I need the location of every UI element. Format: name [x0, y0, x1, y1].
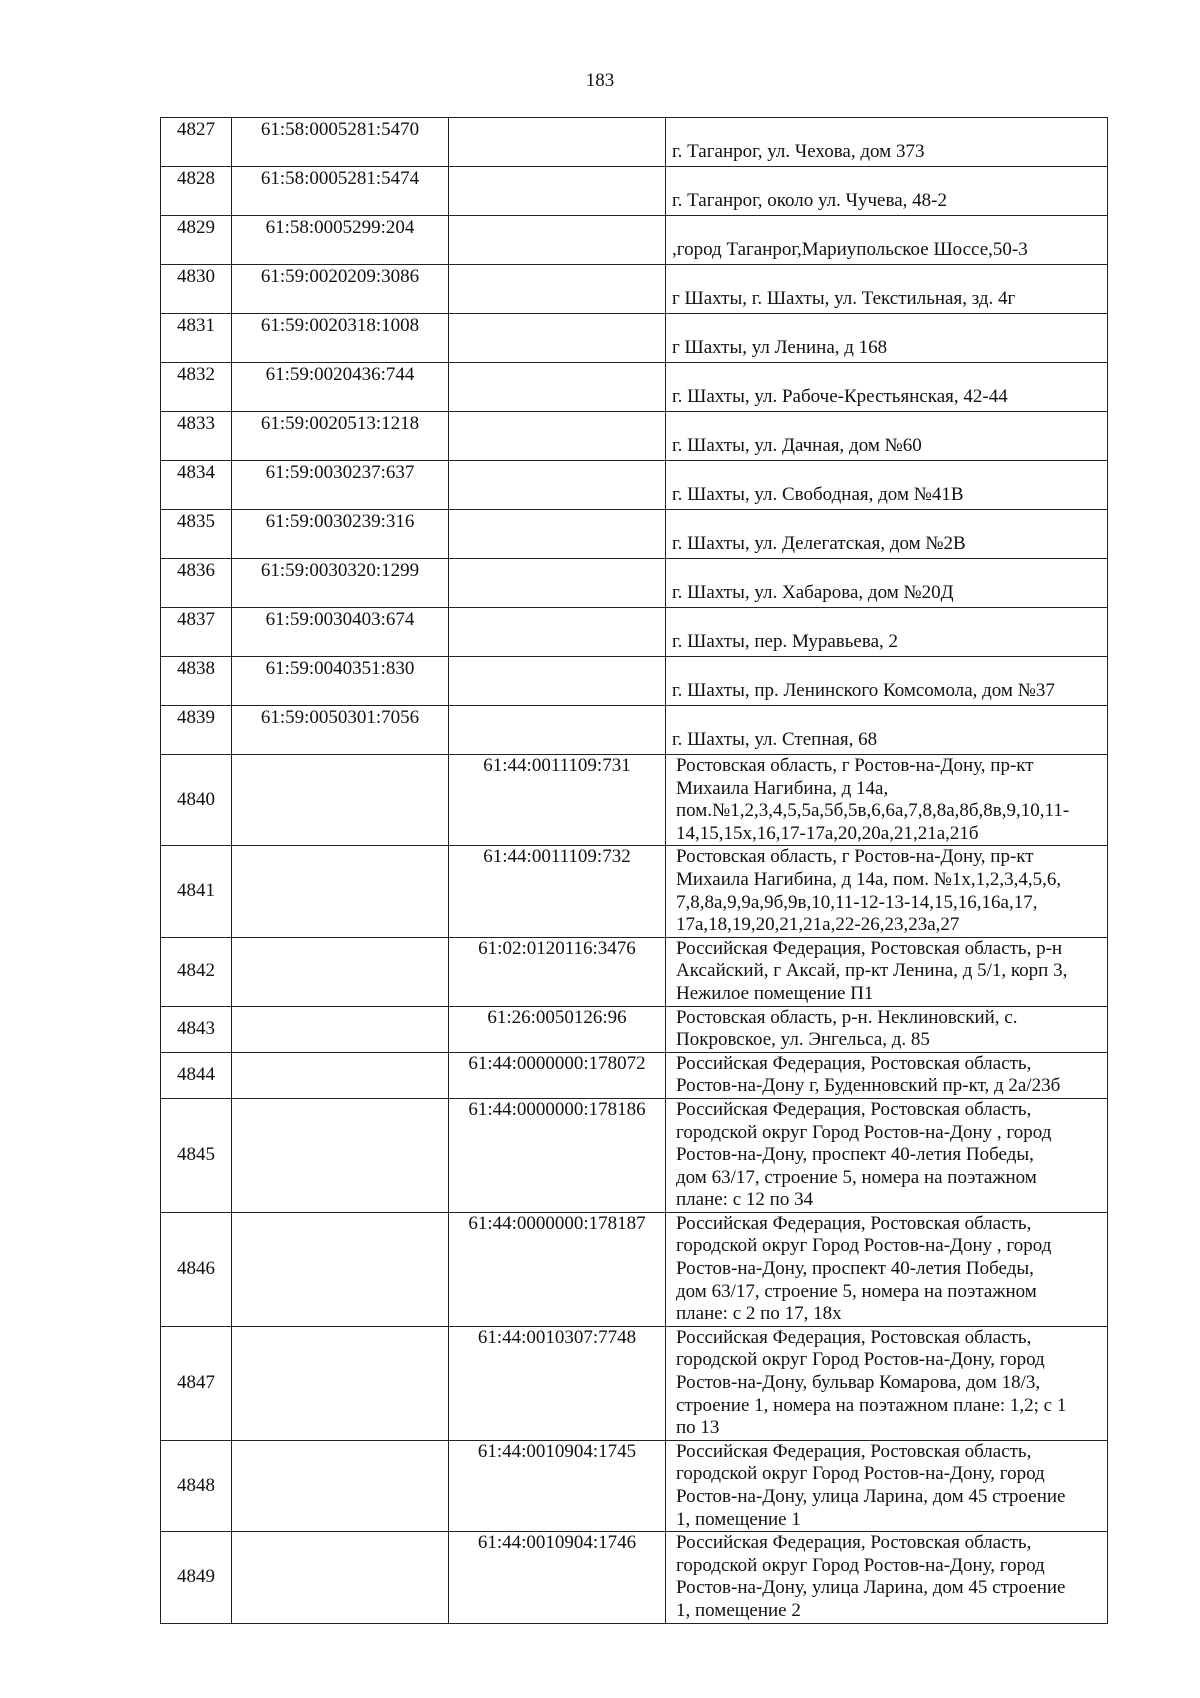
row-number: 4837 — [161, 608, 232, 657]
address-line: строение 1, номера на поэтажном плане: 1,2; с 1 — [676, 1394, 1067, 1416]
address-cell — [666, 937, 1108, 1006]
address-line: 1, помещение 2 — [676, 1599, 801, 1621]
cadastral-number: 61:59:0020513:1218 — [232, 412, 449, 461]
address-cell: г. Шахты, ул. Степная, 68 — [666, 706, 1108, 755]
table-row — [161, 1440, 1108, 1531]
address-line: городской округ Город Ростов-на-Дону, город — [676, 1463, 1045, 1485]
row-number: 4843 — [161, 1006, 232, 1052]
cadastral-number — [232, 1326, 449, 1440]
address-cell — [666, 1212, 1108, 1326]
address-cell — [666, 755, 1108, 846]
table-row — [161, 1326, 1108, 1440]
table-row — [161, 608, 1108, 657]
building-cadastral-number: 61:44:0010307:7748 — [449, 1326, 666, 1440]
address-line: Ростов-на-Дону, улица Ларина, дом 45 строение — [676, 1486, 1066, 1507]
table-row — [161, 216, 1108, 265]
table-row — [161, 1098, 1108, 1212]
cadastral-number: 61:59:0030239:316 — [232, 510, 449, 559]
table-row — [161, 755, 1108, 846]
address-line: Ростов-на-Дону, бульвар Комарова, дом 18/3, — [676, 1372, 1041, 1394]
row-number: 4832 — [161, 363, 232, 412]
address-line: плане: с 12 по 34 — [676, 1189, 814, 1211]
address-cell: г. Шахты, ул. Хабарова, дом №20Д — [666, 559, 1108, 608]
cadastral-number: 61:59:0040351:830 — [232, 657, 449, 706]
address-line: Ростовская область, р-н. Неклиновский, с. — [676, 1006, 1018, 1028]
address-cell — [666, 1052, 1108, 1098]
table-row — [161, 314, 1108, 363]
address-line: Российская Федерация, Ростовская область, р-н — [676, 937, 1063, 959]
building-cadastral-number — [449, 314, 666, 363]
building-cadastral-number: 61:44:0010904:1745 — [449, 1440, 666, 1531]
address-cell — [666, 1532, 1108, 1623]
address-line: 1, помещение 1 — [676, 1508, 801, 1530]
address-line: Ростов-на-Дону, проспект 40-летия Победы, — [676, 1258, 1034, 1280]
registry-table — [160, 117, 1108, 1624]
building-cadastral-number: 61:02:0120116:3476 — [449, 937, 666, 1006]
cadastral-number: 61:59:0030237:637 — [232, 461, 449, 510]
address-cell: г Шахты, ул Ленина, д 168 — [666, 314, 1108, 363]
registry-body — [161, 118, 1108, 1624]
table-row — [161, 657, 1108, 706]
cadastral-number — [232, 1212, 449, 1326]
cadastral-number: 61:59:0020209:3086 — [232, 265, 449, 314]
row-number: 4835 — [161, 510, 232, 559]
address-cell: г Шахты, г. Шахты, ул. Текстильная, зд. 4г — [666, 265, 1108, 314]
address-line: Нежилое помещение П1 — [676, 982, 874, 1004]
row-number: 4831 — [161, 314, 232, 363]
cadastral-number — [232, 1006, 449, 1052]
cadastral-number: 61:58:0005281:5474 — [232, 167, 449, 216]
address-line: Ростов-на-Дону, проспект 40-летия Победы, — [676, 1144, 1034, 1166]
address-cell — [666, 1440, 1108, 1531]
address-cell: г. Таганрог, ул. Чехова, дом 373 — [666, 118, 1108, 167]
table-row — [161, 363, 1108, 412]
cadastral-number: 61:59:0030403:674 — [232, 608, 449, 657]
address-line: Ростовская область, г Ростов-на-Дону, пр-кт — [676, 846, 1034, 868]
row-number: 4829 — [161, 216, 232, 265]
row-number: 4848 — [161, 1440, 232, 1531]
building-cadastral-number — [449, 363, 666, 412]
address-cell: г. Таганрог, около ул. Чучева, 48-2 — [666, 167, 1108, 216]
table-row — [161, 1006, 1108, 1052]
building-cadastral-number: 61:26:0050126:96 — [449, 1006, 666, 1052]
table-row — [161, 412, 1108, 461]
table-row — [161, 118, 1108, 167]
table-row — [161, 1052, 1108, 1098]
table-row — [161, 265, 1108, 314]
building-cadastral-number — [449, 265, 666, 314]
building-cadastral-number — [449, 510, 666, 559]
address-line: Российская Федерация, Ростовская область, — [676, 1098, 1032, 1120]
table-row — [161, 1532, 1108, 1623]
table-row — [161, 937, 1108, 1006]
address-line: Российская Федерация, Ростовская область, — [676, 1326, 1032, 1348]
address-cell: г. Шахты, ул. Рабоче-Крестьянская, 42-44 — [666, 363, 1108, 412]
address-cell: г. Шахты, пр. Ленинского Комсомола, дом №37 — [666, 657, 1108, 706]
row-number: 4846 — [161, 1212, 232, 1326]
row-number: 4838 — [161, 657, 232, 706]
address-line: городской округ Город Ростов-на-Дону , город — [676, 1235, 1052, 1257]
address-line: Ростовская область, г Ростов-на-Дону, пр-кт — [676, 755, 1034, 776]
row-number: 4839 — [161, 706, 232, 755]
cadastral-number: 61:58:0005299:204 — [232, 216, 449, 265]
address-line: пом.№1,2,3,4,5,5а,5б,5в,6,6а,7,8,8а,8б,8в,9,10,11- — [676, 800, 1070, 822]
cadastral-number: 61:59:0030320:1299 — [232, 559, 449, 608]
address-line: Аксайский, г Аксай, пр-кт Ленина, д 5/1, корп 3, — [676, 960, 1068, 982]
row-number: 4849 — [161, 1532, 232, 1623]
table-row — [161, 559, 1108, 608]
address-line: по 13 — [676, 1417, 720, 1439]
address-cell: г. Шахты, ул. Делегатская, дом №2В — [666, 510, 1108, 559]
address-line: Ростов-на-Дону, улица Ларина, дом 45 строение — [676, 1577, 1066, 1599]
table-row — [161, 461, 1108, 510]
building-cadastral-number — [449, 216, 666, 265]
address-line: плане: с 2 по 17, 18х — [676, 1303, 842, 1325]
row-number: 4840 — [161, 755, 232, 846]
table-row — [161, 706, 1108, 755]
page-number: 183 — [585, 70, 615, 91]
row-number: 4841 — [161, 846, 232, 937]
address-line: городской округ Город Ростов-на-Дону , город — [676, 1121, 1052, 1143]
address-line: Михаила Нагибина, д 14а, — [676, 777, 889, 799]
address-line: Покровское, ул. Энгельса, д. 85 — [676, 1029, 930, 1051]
cadastral-number — [232, 1532, 449, 1623]
address-cell: ,город Таганрог,Мариупольское Шоссе,50-3 — [666, 216, 1108, 265]
cadastral-number — [232, 1440, 449, 1531]
table-row — [161, 1212, 1108, 1326]
table-row — [161, 846, 1108, 937]
cadastral-number — [232, 937, 449, 1006]
building-cadastral-number: 61:44:0000000:178186 — [449, 1098, 666, 1212]
cadastral-number: 61:59:0050301:7056 — [232, 706, 449, 755]
address-line: Российская Федерация, Ростовская область, — [676, 1052, 1032, 1074]
cadastral-number: 61:59:0020318:1008 — [232, 314, 449, 363]
address-line: Ростов-на-Дону г, Буденновский пр-кт, д 2а/23б — [676, 1075, 1061, 1097]
row-number: 4845 — [161, 1098, 232, 1212]
row-number: 4836 — [161, 559, 232, 608]
address-cell — [666, 846, 1108, 937]
cadastral-number — [232, 1052, 449, 1098]
building-cadastral-number — [449, 608, 666, 657]
table-row — [161, 510, 1108, 559]
address-line: 14,15,15х,16,17-17а,20,20а,21,21а,21б — [676, 822, 979, 844]
building-cadastral-number — [449, 167, 666, 216]
address-cell — [666, 1098, 1108, 1212]
row-number: 4828 — [161, 167, 232, 216]
row-number: 4830 — [161, 265, 232, 314]
building-cadastral-number: 61:44:0011109:731 — [449, 755, 666, 846]
cadastral-number: 61:58:0005281:5470 — [232, 118, 449, 167]
cadastral-number: 61:59:0020436:744 — [232, 363, 449, 412]
address-line: дом 63/17, строение 5, номера на поэтажном — [676, 1280, 1037, 1302]
building-cadastral-number — [449, 461, 666, 510]
row-number: 4834 — [161, 461, 232, 510]
address-line: городской округ Город Ростов-на-Дону, город — [676, 1554, 1045, 1576]
address-line: городской округ Город Ростов-на-Дону, город — [676, 1349, 1045, 1371]
address-line: Российская Федерация, Ростовская область, — [676, 1440, 1032, 1462]
building-cadastral-number — [449, 706, 666, 755]
building-cadastral-number: 61:44:0000000:178187 — [449, 1212, 666, 1326]
building-cadastral-number: 61:44:0011109:732 — [449, 846, 666, 937]
row-number: 4827 — [161, 118, 232, 167]
address-cell: г. Шахты, пер. Муравьева, 2 — [666, 608, 1108, 657]
address-cell — [666, 1006, 1108, 1052]
row-number: 4833 — [161, 412, 232, 461]
cadastral-number — [232, 846, 449, 937]
building-cadastral-number: 61:44:0000000:178072 — [449, 1052, 666, 1098]
row-number: 4842 — [161, 937, 232, 1006]
address-line: дом 63/17, строение 5, номера на поэтажном — [676, 1166, 1037, 1188]
building-cadastral-number — [449, 559, 666, 608]
cadastral-number — [232, 755, 449, 846]
building-cadastral-number: 61:44:0010904:1746 — [449, 1532, 666, 1623]
address-cell: г. Шахты, ул. Свободная, дом №41В — [666, 461, 1108, 510]
address-cell: г. Шахты, ул. Дачная, дом №60 — [666, 412, 1108, 461]
address-line: 17а,18,19,20,21,21а,22-26,23,23а,27 — [676, 914, 960, 936]
address-line: Михаила Нагибина, д 14а, пом. №1х,1,2,3,4,5,6, — [676, 868, 1062, 890]
address-cell — [666, 1326, 1108, 1440]
address-line: Российская Федерация, Ростовская область, — [676, 1212, 1032, 1234]
address-line: Российская Федерация, Ростовская область, — [676, 1532, 1032, 1554]
building-cadastral-number — [449, 412, 666, 461]
building-cadastral-number — [449, 118, 666, 167]
address-line: 7,8,8а,9,9а,9б,9в,10,11-12-13-14,15,16,16а,17, — [676, 891, 1038, 913]
building-cadastral-number — [449, 657, 666, 706]
row-number: 4844 — [161, 1052, 232, 1098]
cadastral-number — [232, 1098, 449, 1212]
table-row — [161, 167, 1108, 216]
row-number: 4847 — [161, 1326, 232, 1440]
